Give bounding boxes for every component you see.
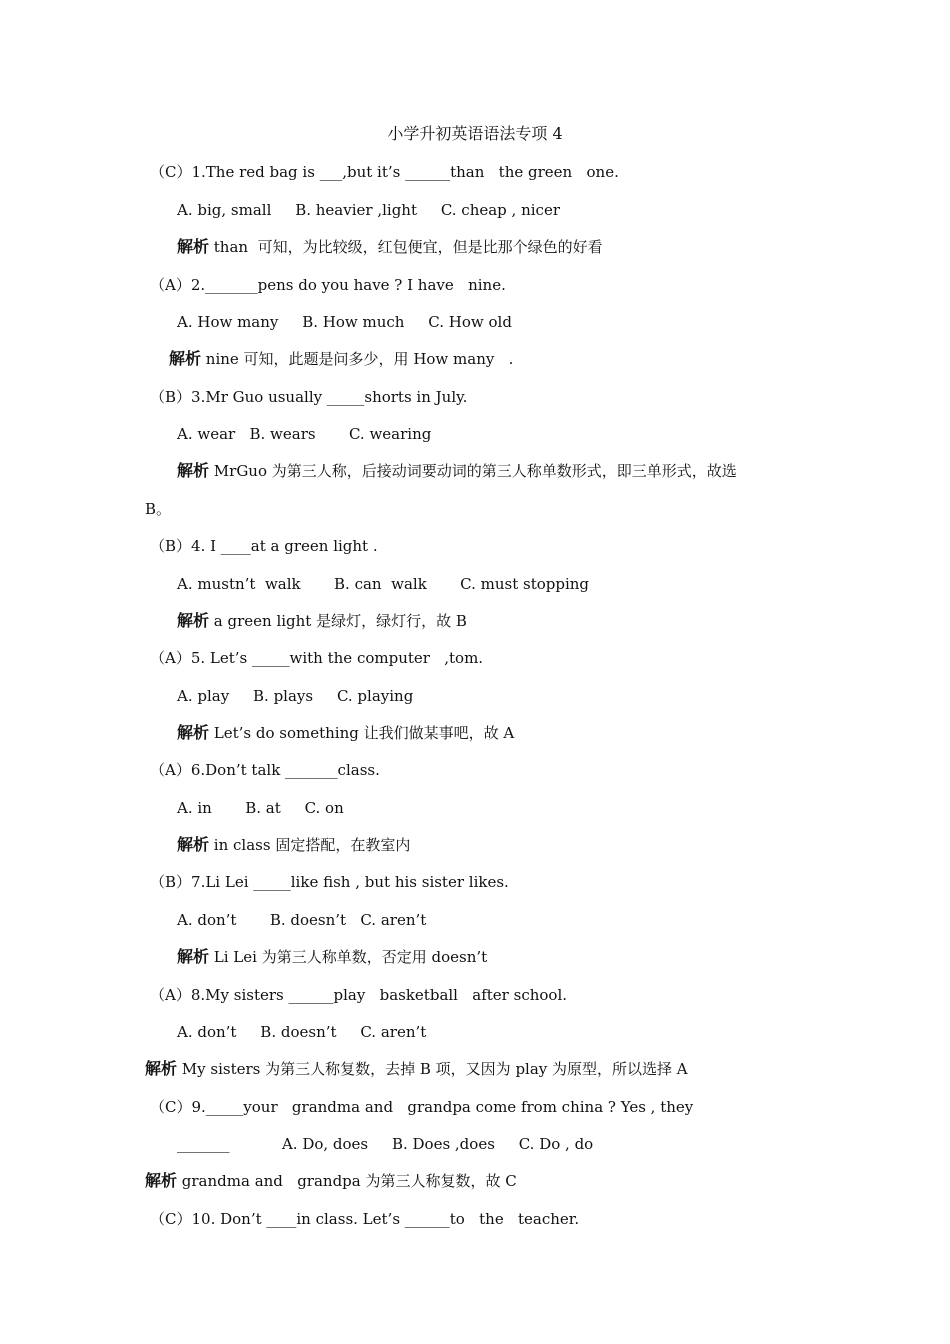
line-text: _______ A. Do, does B. Does ,does C. Do , do (177, 1135, 594, 1153)
explanation-label: 解析 (177, 461, 210, 480)
question-line (150, 275, 506, 295)
question-line (150, 1209, 579, 1229)
options-line (177, 424, 431, 444)
line-text: A. in B. at C. on (177, 799, 344, 817)
explanation-label: 解析 (145, 1171, 178, 1190)
line-text: （C）9._____your grandma and grandpa come from china ? Yes , they (150, 1098, 694, 1116)
line-text: Let’s do something 让我们做某事吧，故 A (209, 724, 515, 742)
options-line (177, 574, 589, 594)
line-text: （B）7.Li Lei _____like fish , but his sister likes. (150, 873, 509, 891)
line-text: A. big, small B. heavier ,light C. cheap , nicer (177, 201, 560, 219)
line-text: （A）8.My sisters ______play basketball after school. (150, 986, 568, 1004)
line-text: B。 (145, 500, 172, 518)
explanation-line (169, 349, 513, 369)
explanation-line (177, 237, 603, 257)
line-text: （C）1.The red bag is ___,but it’s ______than the green one. (150, 163, 619, 181)
line-text: than 可知，为比较级，红包便宜，但是比那个绿色的好看 (209, 238, 603, 256)
page-title: 小学升初英语语法专项 4 (387, 124, 563, 143)
options-line (177, 200, 560, 220)
question-line (150, 1097, 693, 1117)
explanation-line (145, 1059, 688, 1079)
line-text: （A）2._______pens do you have ? I have nine. (150, 276, 506, 294)
question-line (150, 985, 567, 1005)
continuation-line (145, 499, 171, 519)
line-text: （A）5. Let’s _____with the computer ,tom. (150, 649, 484, 667)
line-text: in class 固定搭配，在教室内 (209, 836, 411, 854)
line-text: A. mustn’t walk B. can walk C. must stopping (177, 575, 590, 593)
explanation-line (145, 1171, 517, 1191)
line-text: nine 可知，此题是问多少，用 How many . (201, 350, 514, 368)
explanation-line (177, 611, 467, 631)
line-text: A. don’t B. doesn’t C. aren’t (177, 911, 427, 929)
line-text: MrGuo 为第三人称，后接动词要动词的第三人称单数形式，即三单形式，故选 (209, 462, 737, 480)
line-text: （C）10. Don’t ____in class. Let’s ______to the teacher. (150, 1210, 580, 1228)
options-line (177, 910, 426, 930)
question-line (150, 760, 380, 780)
line-text: a green light 是绿灯，绿灯行，故 B (209, 612, 467, 630)
explanation-line (177, 947, 487, 967)
explanation-label: 解析 (177, 835, 210, 854)
explanation-line (177, 835, 410, 855)
explanation-line (177, 723, 514, 743)
options-line (177, 312, 512, 332)
question-line (150, 872, 509, 892)
question-line (150, 162, 619, 182)
line-text: A. wear B. wears C. wearing (177, 425, 432, 443)
line-text: grandma and grandpa 为第三人称复数，故 C (177, 1172, 517, 1190)
line-text: （B）4. I ____at a green light . (150, 537, 378, 555)
question-line (150, 387, 467, 407)
line-text: A. play B. plays C. playing (177, 687, 414, 705)
explanation-label: 解析 (177, 947, 210, 966)
explanation-label: 解析 (177, 611, 210, 630)
explanation-label: 解析 (169, 349, 202, 368)
line-text: （B）3.Mr Guo usually _____shorts in July. (150, 388, 468, 406)
explanation-line (177, 461, 737, 481)
explanation-label: 解析 (145, 1059, 178, 1078)
explanation-label: 解析 (177, 723, 210, 742)
line-text: My sisters 为第三人称复数，去掉 B 项，又因为 play 为原型，所以选择 A (177, 1060, 688, 1078)
options-line (177, 686, 413, 706)
options-line (177, 1134, 593, 1154)
options-line (177, 798, 344, 818)
line-text: （A）6.Don’t talk _______class. (150, 761, 380, 779)
options-line (177, 1022, 426, 1042)
line-text: A. How many B. How much C. How old (177, 313, 512, 331)
line-text: Li Lei 为第三人称单数，否定用 doesn’t (209, 948, 488, 966)
line-text: A. don’t B. doesn’t C. aren’t (177, 1023, 427, 1041)
explanation-label: 解析 (177, 237, 210, 256)
question-line (150, 536, 378, 556)
question-line (150, 648, 483, 668)
